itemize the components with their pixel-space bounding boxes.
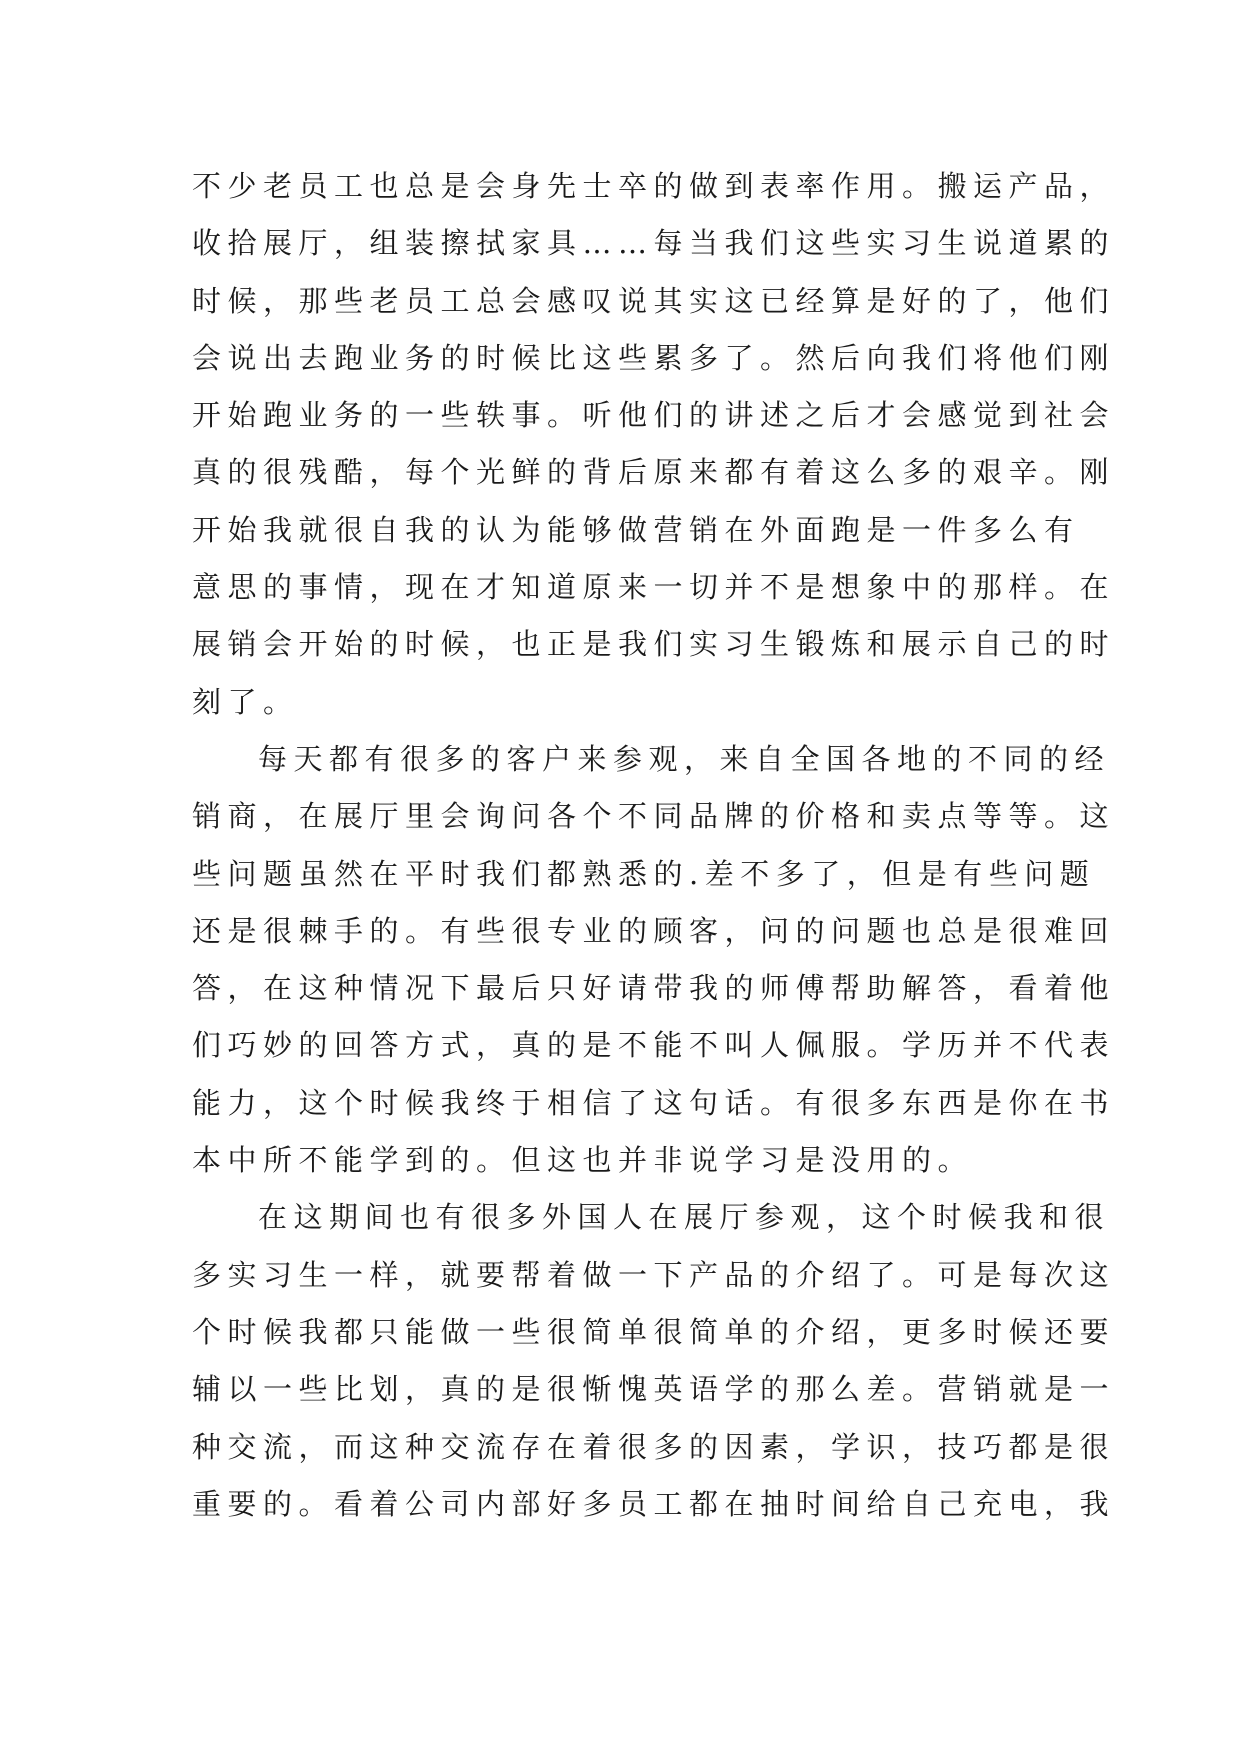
text-line: 会说出去跑业务的时候比这些累多了。然后向我们将他们刚 [192, 340, 1116, 375]
text-line: 本中所不能学到的。但这也并非说学习是没用的。 [192, 1143, 974, 1178]
text-line: 辅以一些比划，真的是很惭愧英语学的那么差。营销就是一 [192, 1372, 1116, 1407]
body-text [192, 158, 1116, 1533]
text-line: 个时候我都只能做一些很简单很简单的介绍，更多时候还要 [192, 1314, 1116, 1349]
text-line: 在这期间也有很多外国人在展厅参观，这个时候我和很 [258, 1200, 1111, 1235]
text-line: 们巧妙的回答方式，真的是不能不叫人佩服。学历并不代表 [192, 1028, 1116, 1063]
text-line: 时候，那些老员工总会感叹说其实这已经算是好的了，他们 [192, 283, 1116, 318]
text-line: 刻了。 [192, 684, 299, 719]
paragraph-2 [192, 731, 1116, 1189]
text-line: 收拾展厅，组装擦拭家具……每当我们这些实习生说道累的 [192, 226, 1116, 261]
text-line: 多实习生一样，就要帮着做一下产品的介绍了。可是每次这 [192, 1257, 1116, 1292]
text-line: 能力，这个时候我终于相信了这句话。有很多东西是你在书 [192, 1085, 1116, 1120]
text-line: 开始跑业务的一些轶事。听他们的讲述之后才会感觉到社会 [192, 398, 1116, 433]
text-line: 些问题虽然在平时我们都熟悉的.差不多了，但是有些问题 [192, 856, 1096, 891]
text-line: 意思的事情，现在才知道原来一切并不是想象中的那样。在 [192, 570, 1116, 605]
paragraph-1 [192, 158, 1116, 731]
text-line: 还是很棘手的。有些很专业的顾客，问的问题也总是很难回 [192, 913, 1116, 948]
text-line: 种交流，而这种交流存在着很多的因素，学识，技巧都是很 [192, 1429, 1116, 1464]
text-line: 展销会开始的时候，也正是我们实习生锻炼和展示自己的时 [192, 627, 1116, 662]
text-line: 开始我就很自我的认为能够做营销在外面跑是一件多么有 [192, 512, 1080, 547]
text-line: 重要的。看着公司内部好多员工都在抽时间给自己充电，我 [192, 1486, 1116, 1521]
paragraph-3 [192, 1189, 1116, 1533]
text-line: 答，在这种情况下最后只好请带我的师傅帮助解答，看着他 [192, 971, 1116, 1006]
text-line: 销商，在展厅里会询问各个不同品牌的价格和卖点等等。这 [192, 799, 1116, 834]
text-line: 真的很残酷，每个光鲜的背后原来都有着这么多的艰辛。刚 [192, 455, 1116, 490]
text-line: 不少老员工也总是会身先士卒的做到表率作用。搬运产品， [192, 169, 1116, 203]
text-line: 每天都有很多的客户来参观，来自全国各地的不同的经 [258, 741, 1111, 776]
